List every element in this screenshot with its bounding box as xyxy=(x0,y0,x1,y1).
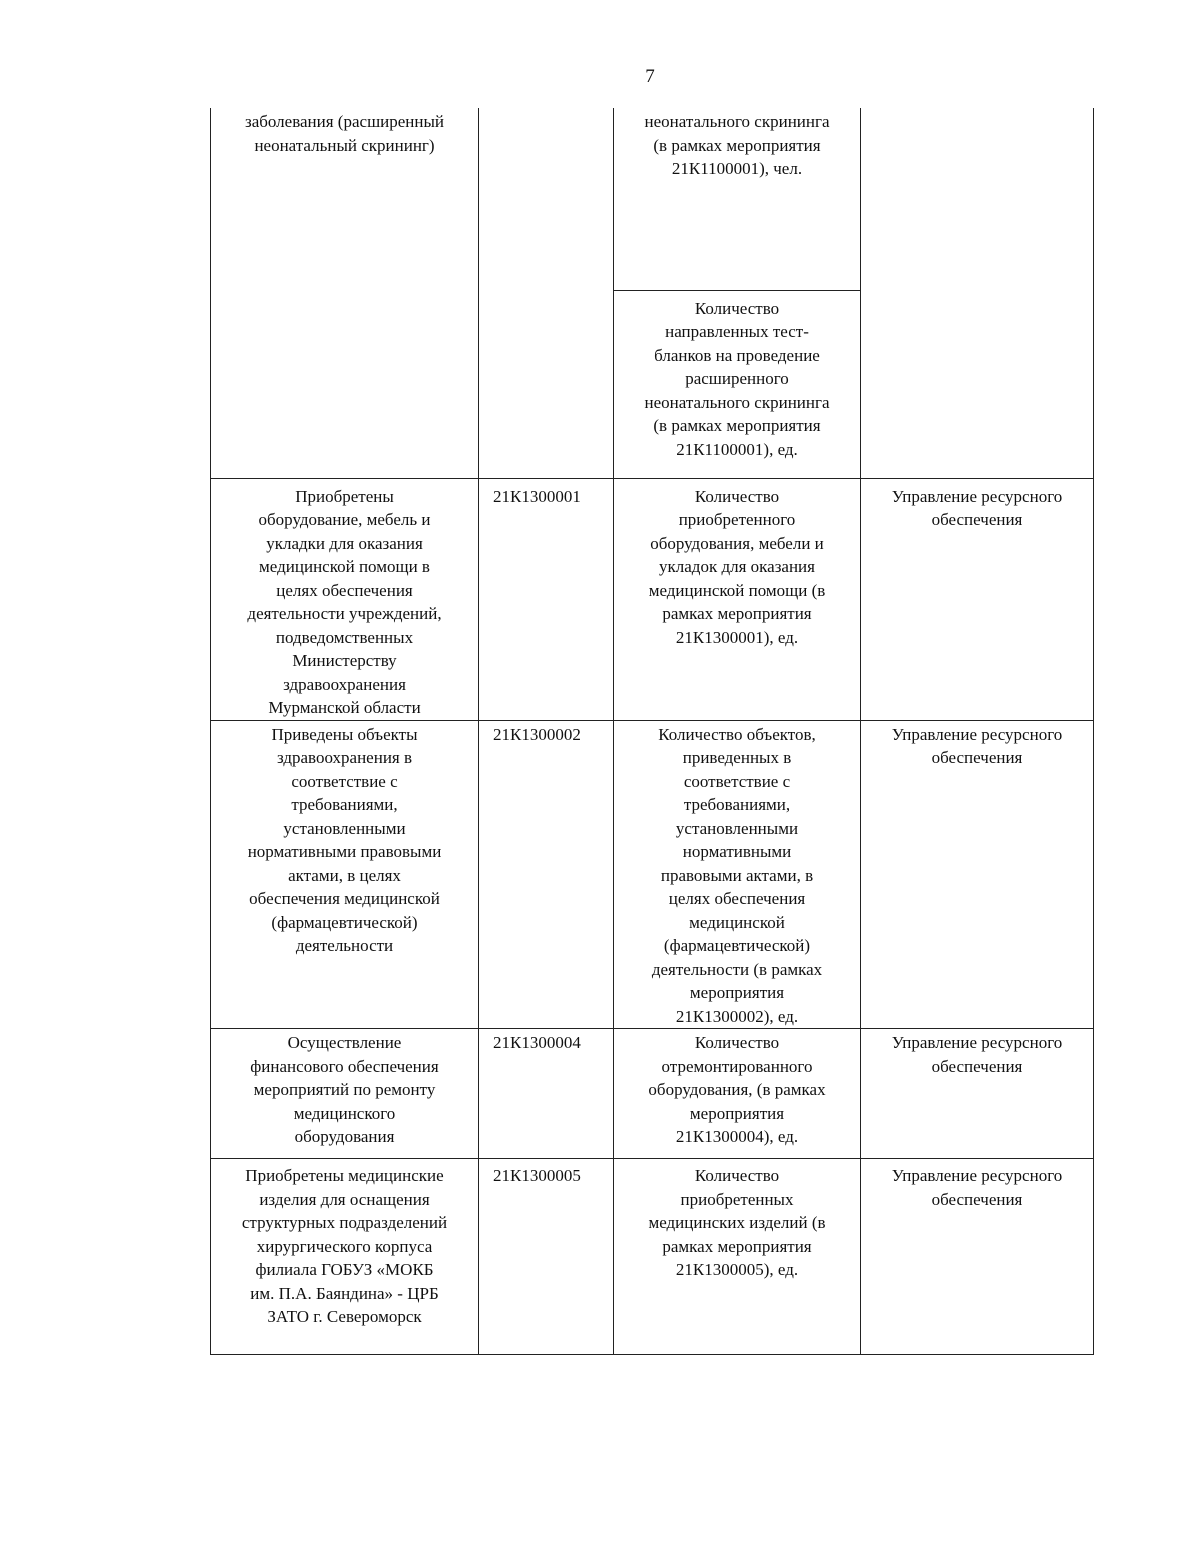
table-row xyxy=(211,108,1094,290)
results-table xyxy=(210,108,1094,1355)
department-cell xyxy=(861,1159,1094,1355)
indicator-text: неонатального скрининга (в рамках мероприятия 21К1100001), чел. xyxy=(644,112,830,178)
indicator-cell xyxy=(614,1029,861,1159)
indicator-text: Количество приобретенных медицинских изделий (в рамках мероприятия 21К1300005), ед. xyxy=(648,1166,826,1279)
department-cell xyxy=(861,720,1094,1029)
code-cell xyxy=(479,720,614,1029)
department-text: Управление ресурсного обеспечения xyxy=(891,1166,1063,1209)
department-text: Управление ресурсного обеспечения xyxy=(891,724,1063,767)
indicator-cell xyxy=(614,108,861,290)
code-text: 21К1300005 xyxy=(493,1166,581,1185)
indicator-text: Количество отремонтированного оборудования, (в рамках мероприятия 21К1300004), ед. xyxy=(648,1033,826,1146)
code-cell xyxy=(479,1029,614,1159)
indicator-text: Количество приобретенного оборудования, мебели и укладок для оказания медицинской помощи (в рамках мероприятия 21К1300001), ед. xyxy=(648,486,826,647)
code-text: 21К1300001 xyxy=(493,486,581,506)
code-text: 21К1300002 xyxy=(493,724,581,744)
result-text: Приобретены медицинские изделия для оснащения структурных подразделений хирургического корпуса филиала ГОБУЗ «МОКБ им. П.А. Баяндина» - ЦРБ ЗАТО г. Североморск xyxy=(241,1166,448,1326)
indicator-cell xyxy=(614,290,861,478)
department-text: Управление ресурсного обеспечения xyxy=(891,486,1063,529)
result-cell xyxy=(211,720,479,1029)
code-cell xyxy=(479,108,614,478)
table-row xyxy=(211,720,1094,1029)
department-cell xyxy=(861,108,1094,478)
result-text: Приведены объекты здравоохранения в соответствие с требованиями, установленными нормативными правовыми актами, в целях обеспечения медицинской (фармацевтической) деятельности xyxy=(247,724,442,955)
code-cell xyxy=(479,478,614,720)
result-cell xyxy=(211,1029,479,1159)
page-number: 7 xyxy=(645,66,655,87)
indicator-cell xyxy=(614,1159,861,1355)
indicator-text: Количество объектов, приведенных в соответствие с требованиями, установленными нормативными правовыми актами, в целях обеспечения медицинской (фармацевтической) деятельности (в рамках мероприятия 21К1300002), ед. xyxy=(651,724,823,1026)
result-cell xyxy=(211,1159,479,1355)
result-text: Приобретены оборудование, мебель и укладки для оказания медицинской помощи в целях обеспечения деятельности учреждений, подведомственных Министерству здравоохранения Мурманской области xyxy=(247,486,442,717)
table-row xyxy=(211,1159,1094,1355)
result-cell xyxy=(211,108,479,478)
department-cell xyxy=(861,1029,1094,1159)
indicator-text: Количество направленных тест- бланков на проведение расширенного неонатального скрининга (в рамках мероприятия 21К1100001), ед. xyxy=(644,298,830,459)
result-cell xyxy=(211,478,479,720)
result-text: заболевания (расширенный неонатальный скрининг) xyxy=(244,112,445,155)
indicator-cell xyxy=(614,478,861,720)
table-row xyxy=(211,1029,1094,1159)
indicator-cell xyxy=(614,720,861,1029)
result-text: Осуществление финансового обеспечения мероприятий по ремонту медицинского оборудования xyxy=(250,1033,439,1146)
department-cell xyxy=(861,478,1094,720)
table-row xyxy=(211,478,1094,720)
department-text: Управление ресурсного обеспечения xyxy=(891,1033,1063,1076)
code-cell xyxy=(479,1159,614,1355)
code-text: 21К1300004 xyxy=(493,1033,581,1052)
